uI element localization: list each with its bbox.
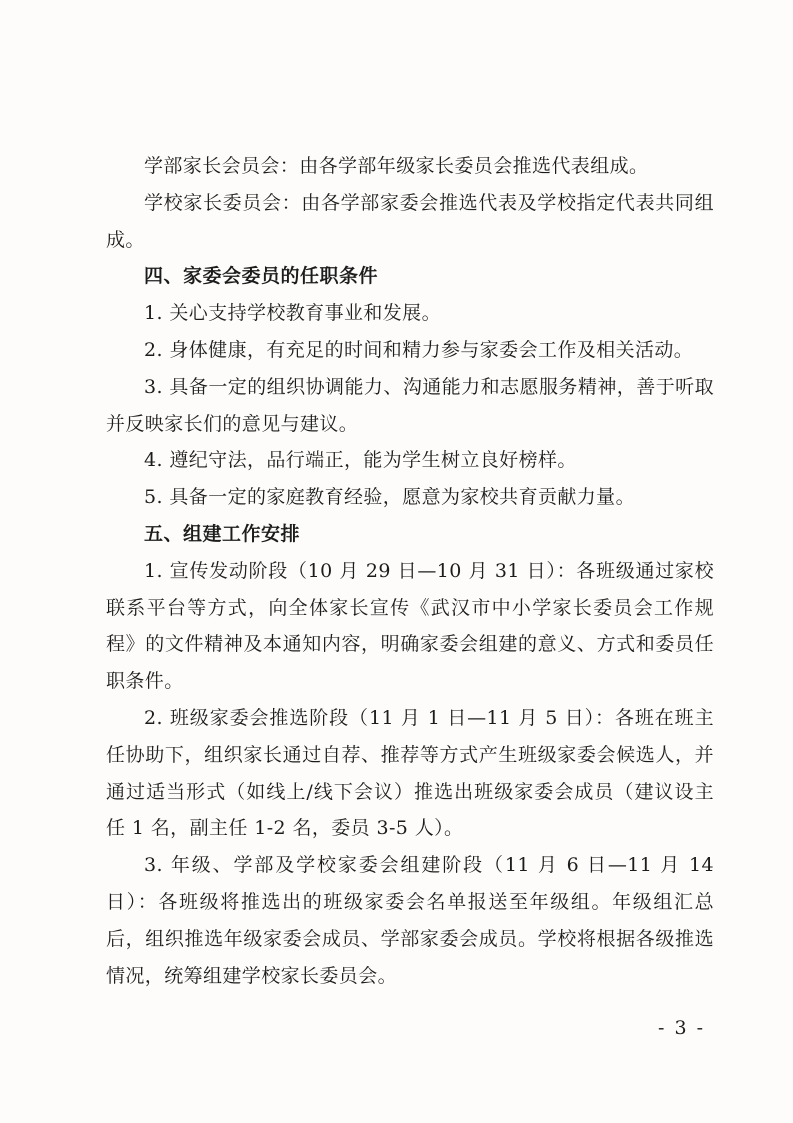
list-item-qualification-4: 4. 遵纪守法，品行端正，能为学生树立良好榜样。 [144,449,577,472]
list-item-qualification-2: 2. 身体健康，有充足的时间和精力参与家委会工作及相关活动。 [144,338,694,361]
list-item-arrangement-2: 2. 班级家委会推选阶段（11 月 1 日—11 月 5 日）：各班在班主任协助下，组织家长通过自荐、推荐等方式产生班级家委会候选人，并通过适当形式（如线上/线下会议）推选出班级家委会成员（建议设主任 1 名，副主任 1-2 名，委员 3-5 人）。 [106,706,714,840]
section-heading-qualifications: 四、家委会委员的任职条件 [144,265,379,288]
section-heading-arrangements: 五、组建工作安排 [144,522,301,545]
list-item-qualification-1: 1. 关心支持学校教育事业和发展。 [144,302,441,325]
paragraph-department-committee: 学部家长会员会：由各学部年级家长委员会推选代表组成。 [144,155,649,177]
page-number: - 3 - [657,1017,705,1039]
list-item-arrangement-3: 3. 年级、学部及学校家委会组建阶段（11 月 6 日—11 月 14 日）：各班级将推选出的班级家委会名单报送至年级组。年级组汇总后，组织推选年级家委会成员、学部家委会成员。学校将根据各级推选情况，统筹组建学校家长委员会。 [106,854,714,987]
list-item-qualification-3: 3. 具备一定的组织协调能力、沟通能力和志愿服务精神，善于听取并反映家长们的意见与建议。 [106,375,714,435]
list-item-qualification-5: 5. 具备一定的家庭教育经验，愿意为家校共育贡献力量。 [144,486,635,509]
paragraph-school-committee: 学校家长委员会：由各学部家委会推选代表及学校指定代表共同组成。 [106,191,714,251]
document-body [106,148,714,994]
list-item-arrangement-1: 1. 宣传发动阶段（10 月 29 日—10 月 31 日）：各班级通过家校联系平台等方式，向全体家长宣传《武汉市中小学家长委员会工作规程》的文件精神及本通知内容，明确家委会组建的意义、方式和委员任职条件。 [106,559,714,693]
